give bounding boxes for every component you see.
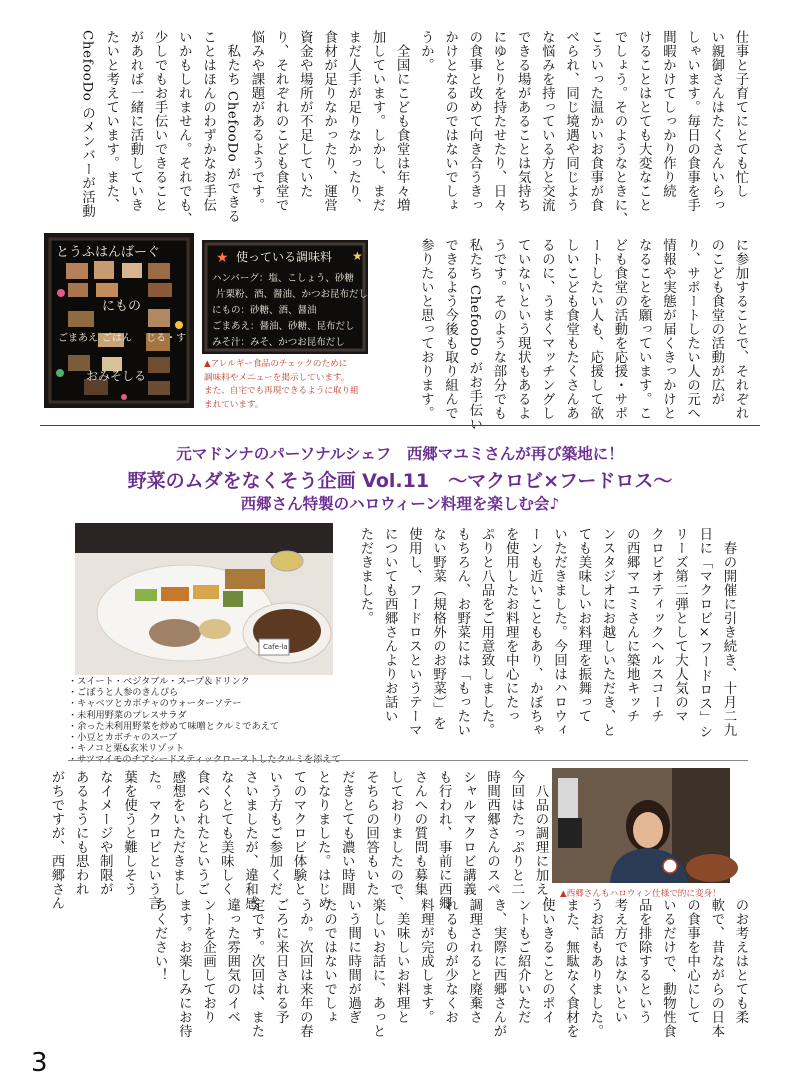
text-column: ども食堂の活動を応援・サポ bbox=[611, 238, 627, 420]
text-column: また、無駄なく食材を bbox=[563, 898, 579, 1038]
text-column: あるようにも思われ bbox=[73, 770, 89, 896]
halloween-dishes-image bbox=[75, 523, 333, 675]
text-column: しいこども食堂もたくさんあ bbox=[563, 238, 579, 420]
dish-item: ・キャベツとカボチャのウォーターソテー bbox=[68, 698, 242, 710]
dish-item: ・キノコと栗&玄米リゾット bbox=[68, 743, 185, 755]
text-column: もちろん、お野菜には「もったい bbox=[454, 527, 470, 737]
text-column: 料理が完成します。 bbox=[418, 898, 434, 1024]
text-column: 悩みや課題があるようです。 bbox=[248, 30, 264, 212]
text-column: 美味しいお料理と bbox=[394, 898, 410, 1024]
text-column: 食材が足りなかったり、運営 bbox=[321, 30, 337, 212]
article2-subtitle1: 元マドンナのパーソナルシェフ 西郷マユミさんが再び築地に！ bbox=[176, 445, 624, 463]
article2-mid-columns bbox=[46, 770, 552, 916]
text-column: かけとなるのではないでしょ bbox=[442, 30, 458, 212]
text-column: 違った雰囲気のイベ bbox=[224, 898, 240, 1024]
text-column: 間暇かけてしっかり作り続 bbox=[660, 30, 676, 198]
text-column: となりました。はじめ bbox=[315, 770, 331, 910]
text-column: いただきました。今回はハロウィ bbox=[551, 527, 567, 737]
text-column: 品を排除するという bbox=[636, 898, 652, 1024]
svg-text:★: ★ bbox=[352, 249, 363, 263]
text-column: ても美味しいお料理を振舞って bbox=[575, 527, 591, 723]
text-column: た。マクロビという言 bbox=[145, 770, 161, 910]
text-column: なイメージや制限が bbox=[97, 770, 113, 896]
text-column: そちらの回答もいた bbox=[363, 770, 379, 896]
text-column: うか。 bbox=[418, 30, 434, 72]
text-column: ちください！ bbox=[152, 898, 168, 982]
text-column: べられ、同じ境遇や同じよう bbox=[563, 30, 579, 212]
text-column: まだ人手が足りなかったり、 bbox=[345, 30, 361, 212]
seasoning-board-row: 片栗粉、酒、醤油、かつお昆布だし bbox=[216, 289, 369, 300]
dish-item: ・スイート・ベジタブル・スープ＆ドリンク bbox=[68, 676, 250, 687]
text-column: ChefooDo のメンバーが活動 bbox=[79, 30, 95, 219]
text-column: 食べられたというご bbox=[194, 770, 210, 896]
section-divider-lower bbox=[68, 760, 748, 761]
chef-portrait-photo bbox=[552, 768, 730, 883]
text-column: こういった温かいお食事が食 bbox=[587, 30, 603, 212]
text-column: 今回はたっぷりと二 bbox=[508, 770, 524, 896]
text-column: シャルマクロビ講義 bbox=[460, 770, 476, 896]
caption-line: ▲アレルギー食品のチェックのために bbox=[204, 359, 348, 369]
text-column: てのマクロビ体験と bbox=[290, 770, 306, 896]
menu-board-line4: おみそしる bbox=[86, 369, 147, 383]
text-column: 使いきることのポイ bbox=[539, 898, 555, 1024]
article2-intro-columns bbox=[340, 527, 740, 752]
article2-bottom-right-columns bbox=[152, 898, 752, 1058]
text-column: い親御さんはたくさんいらっ bbox=[708, 30, 724, 212]
dish-item: ・余った未利用野菜を炒めて味噌とクルミであえて bbox=[68, 720, 280, 732]
text-column: ことはほんのわずかなお手伝 bbox=[200, 30, 216, 212]
text-column: 全国にこども食堂は年々増 bbox=[394, 30, 410, 212]
text-column: できるよう今後も取り組んで bbox=[442, 238, 458, 420]
text-column: 考え方ではないとい bbox=[611, 898, 627, 1024]
text-column: 楽しいお話に、あっと bbox=[369, 898, 385, 1038]
text-column: でしょう。そのようなときに、 bbox=[611, 30, 627, 226]
portrait-caption: ▲西郷さんもハロウィン仕様で的に変身！ bbox=[560, 889, 721, 899]
text-column: さんへの質問も募集 bbox=[411, 770, 427, 896]
text-column: 日に「マクロビ×フードロス」シ bbox=[696, 527, 712, 739]
seasoning-board-row: にもの：砂糖、酒、醤油 bbox=[212, 305, 317, 316]
text-column: いう間に時間が過ぎ bbox=[345, 898, 361, 1024]
text-column: 感想をいただきまし bbox=[169, 770, 185, 896]
seasoning-board-row: みそ汁：みそ、かつお昆布だし bbox=[212, 337, 345, 348]
text-column: ていないという現状もあるよ bbox=[515, 238, 531, 420]
svg-text:★: ★ bbox=[216, 250, 229, 266]
text-column: き、実際に西郷さんが bbox=[490, 898, 506, 1038]
text-column: 私たち ChefooDo がお手伝い bbox=[466, 238, 482, 432]
text-column: さいましたが、違和感 bbox=[242, 770, 258, 910]
text-column: うです。そのような部分でも bbox=[490, 238, 506, 420]
text-column: 使用し、フードロスというテーマ bbox=[406, 527, 422, 737]
text-column: クロビオティックヘルスコーチ bbox=[648, 527, 664, 723]
text-column: 春の開催に引き続き、十月二九 bbox=[721, 527, 736, 737]
text-column: 情報や実態が届くきっかけと bbox=[660, 238, 676, 420]
text-column: 時間西郷さんのスペ bbox=[484, 770, 500, 896]
text-column: ートしたい人も、応援して欲 bbox=[587, 238, 603, 420]
plate-card-text: Cafe-la bbox=[263, 643, 288, 651]
text-column: ただきました。 bbox=[357, 527, 373, 625]
text-column: 定です。次回は、また bbox=[248, 898, 264, 1038]
text-column: できる場があることは気持ち bbox=[515, 30, 531, 212]
text-column: なることを願っています。こ bbox=[636, 238, 652, 420]
text-column: の西郷マユミさんに築地キッチ bbox=[624, 527, 640, 723]
menu-board-line3b: ごはん bbox=[102, 333, 132, 344]
menu-board-line2: にもの bbox=[102, 299, 142, 314]
text-column: り、サポートしたい人の元へ bbox=[684, 238, 700, 420]
seasoning-board-row: ハンバーグ：塩、こしょう、砂糖 bbox=[212, 273, 354, 284]
dish-item: ・サツマイモのチアシードスティックローストしたクルミを添えて bbox=[68, 754, 341, 766]
text-column: いう方もご参加くだ bbox=[266, 770, 282, 896]
text-column: なくとても美味しく bbox=[218, 770, 234, 896]
text-column: り、それぞれのこども食堂で bbox=[273, 30, 289, 212]
text-column: のお考えはとても柔 bbox=[733, 898, 748, 1024]
seasoning-board-photo bbox=[202, 240, 368, 354]
menu-board-line1: とうふはんばーぐ bbox=[56, 245, 161, 260]
text-column: の食事を中心にして bbox=[684, 898, 700, 1024]
dish-item: ・未利用野菜のプレスサラダ bbox=[68, 709, 187, 721]
caption-line: 調味料やメニューを掲示しています。 bbox=[204, 372, 350, 383]
page-number: 3 bbox=[31, 1048, 48, 1078]
caption-line: まれています。 bbox=[204, 399, 264, 410]
text-column: るのに、うまくマッチングし bbox=[539, 238, 555, 420]
text-column: も行われ、事前に西郷 bbox=[436, 770, 452, 910]
text-column: たいと考えています。また、 bbox=[103, 30, 119, 212]
text-column: があれば一緒に活動していき bbox=[127, 30, 143, 212]
text-column: だきとても濃い時間 bbox=[339, 770, 355, 896]
article1-right-columns bbox=[50, 30, 752, 226]
halloween-dishes-photo bbox=[75, 523, 333, 675]
text-column: の食事と改めて向き合うきっ bbox=[466, 30, 482, 212]
text-column: 軟で、昔ながらの日本 bbox=[708, 898, 724, 1038]
article2-main-title: 野菜のムダをなくそう企画 Vol.11 ～マクロビ×フードロス～ bbox=[127, 470, 673, 492]
text-column: 資金や場所が不足していた bbox=[297, 30, 313, 198]
text-column: 調理されると廃棄さ bbox=[466, 898, 482, 1024]
text-column: に参加することで、それぞれ bbox=[733, 238, 748, 420]
caption-line: また、自宅でも再現できるように取り組 bbox=[204, 386, 359, 396]
dish-list bbox=[68, 676, 341, 766]
text-column: いるだけで、動物性食 bbox=[660, 898, 676, 1038]
menu-board-line3c: じる・す bbox=[146, 333, 186, 344]
article2-subtitle2: 西郷さん特製のハロウィーン料理を楽しむ会♪ bbox=[240, 495, 560, 513]
text-column: いかもしれません。それでも、 bbox=[176, 30, 192, 226]
text-column: 葉を使うと難しそう bbox=[121, 770, 137, 896]
dish-item: ・ごぼうと人参のきんぴら bbox=[68, 687, 179, 699]
chef-portrait-image bbox=[552, 768, 730, 883]
text-column: な悩みを持っている方と交流 bbox=[539, 30, 555, 212]
seasoning-board-title: 使っている調味料 bbox=[236, 250, 333, 264]
text-column: 参りたいと思っております。 bbox=[418, 238, 434, 420]
menu-board-photo bbox=[44, 233, 194, 408]
text-column: うか。次回は来年の春 bbox=[297, 898, 313, 1038]
board-photo-caption bbox=[204, 358, 386, 412]
dish-item: ・小豆とカボチャのスープ bbox=[68, 732, 178, 744]
text-column: 仕事と子育てにとても忙し bbox=[733, 30, 748, 198]
seasoning-board-row: ごまあえ：醤油、砂糖、昆布だし bbox=[212, 321, 355, 332]
menu-board-line3a: ごまあえ bbox=[58, 333, 98, 344]
text-column: れるものが少なくお bbox=[442, 898, 458, 1024]
text-column: ない野菜（規格外のお野菜）」を bbox=[430, 527, 446, 731]
text-column: けることはとても大変なこと bbox=[636, 30, 652, 212]
text-column: リーズ第二弾として大人気のマ bbox=[672, 527, 688, 723]
text-column: たのではないでしょ bbox=[321, 898, 337, 1024]
text-column: ントを企画しており bbox=[200, 898, 216, 1024]
text-column: ます。お楽しみにお待 bbox=[176, 898, 192, 1038]
text-column: ぷりと八品をご用意致しました。 bbox=[478, 527, 494, 737]
text-column: を使用したお料理を中心にたっ bbox=[503, 527, 519, 723]
text-column: がちですが、西郷さん bbox=[48, 770, 64, 910]
text-column: ンスタジオにお越しいただき、と bbox=[599, 527, 615, 737]
text-column: 少しでもお手伝いできること bbox=[152, 30, 168, 212]
section-divider bbox=[40, 425, 760, 426]
text-column: 私たち ChefooDo ができる bbox=[224, 30, 240, 224]
text-column: のこども食堂の活動が広が bbox=[708, 238, 724, 406]
text-column: しゃいます。毎日の食事を手 bbox=[684, 30, 700, 212]
text-column: しておりましたので、 bbox=[387, 770, 403, 910]
text-column: うお話もありました。 bbox=[587, 898, 603, 1038]
text-column: 加しています。しかし、まだ bbox=[369, 30, 385, 212]
text-column: ごろに来日される予 bbox=[273, 898, 289, 1024]
text-column: にゆとりを持たせたり、日々 bbox=[490, 30, 506, 212]
text-column: 八品の調理に加え、 bbox=[533, 770, 548, 910]
text-column: ントもご紹介いただ bbox=[515, 898, 531, 1024]
article1-left-columns bbox=[390, 238, 752, 432]
text-column: についても西郷さんよりお話い bbox=[382, 527, 398, 723]
text-column: ーンも近いこともあり、かぼちゃ bbox=[527, 527, 543, 737]
